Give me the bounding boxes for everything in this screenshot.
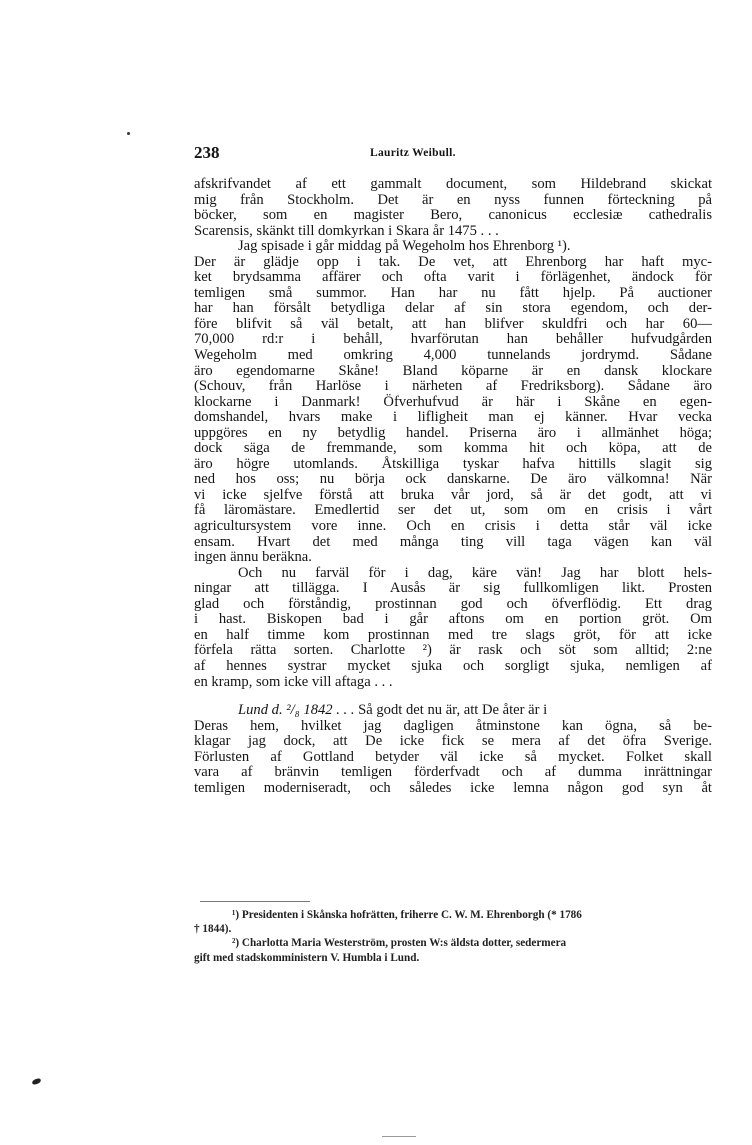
text-line: förfela rätta sorten. Charlotte ²) är rask och söt som alltid; 2:ne: [194, 642, 712, 659]
text-line: en kramp, som icke vill aftaga . . .: [194, 673, 393, 690]
page-header: [194, 143, 712, 167]
text-line: äro egendomarne Skåne! Bland köparne är en dansk klockare: [194, 362, 712, 379]
bottom-mark: [382, 1136, 416, 1137]
text-line: ned hos oss; nu börja ock danskarne. De äro välkomna! När: [194, 471, 712, 488]
text-line: få läromästare. Emedlertid ser det ut, som om en crisis i vårt: [194, 502, 712, 519]
footnotes: [194, 908, 712, 965]
text-line: före blifvit så väl betalt, att han blifver skuldfri och har 60—: [194, 315, 712, 332]
text-line: en half timme kom prostinnan med tre slags gröt, för att icke: [194, 626, 712, 643]
text-line: agricultursystem vore inne. Och en crisis i detta står väl icke: [194, 518, 712, 535]
text-line: 70,000 rd:r i behåll, hvarförutan han behåller hufvudgården: [194, 331, 712, 348]
text-line: böcker, som en magister Bero, canonicus ecclesiæ cathedralis: [194, 207, 712, 224]
text-line: Wegeholm med omkring 4,000 tunnelands jordrymd. Sådane: [194, 347, 712, 364]
text-line: Der är glädje opp i tak. De vet, att Ehrenborg har haft myc-: [194, 253, 712, 270]
text-line: ket brydsamma affärer och ofta varit i förlägenhet, ändock för: [194, 269, 712, 286]
text-line: ningar att tillägga. I Ausås är sig fullkomligen likt. Prosten: [194, 580, 712, 597]
text-line: temligen moderniseradt, och således icke lemna någon god syn åt: [194, 779, 712, 796]
text-line: domshandel, hvars make i lifligheit man ej känner. Hvar vecka: [194, 409, 712, 426]
text-line: dock säga de fremmande, som komma hit och köpa, att de: [194, 440, 712, 457]
text-line: vara af bränvin temligen förderfvadt och af dumma inrättningar: [194, 764, 712, 781]
text-line: temligen små summor. Han har nu fått hjelp. På auctioner: [194, 284, 712, 301]
text-line: i hast. Biskopen bad i går aftons om en portion gröt. Om: [194, 611, 712, 628]
letter-dateline: Lund d. ²/₈ 1842 . . .: [238, 702, 355, 719]
text-line: äro högre utomlands. Åtskilliga tyskar hafva hittills slagit sig: [194, 455, 712, 472]
footnote-line: ¹) Presidenten i Skånska hofrätten, friherre C. W. M. Ehrenborgh (* 1786: [232, 909, 582, 921]
footnote-line: ²) Charlotta Maria Westerström, prosten W:s äldsta dotter, sedermera: [232, 937, 567, 950]
text-line: klockarne i Danmark! Öfverhufvud är här i Skåne en egen-: [194, 393, 712, 410]
text-line: glad och förståndig, prostinnan god och öfverflödig. Ett drag: [194, 595, 712, 612]
text-line: har han försålt betydliga delar af sin stora egendom, och der-: [194, 300, 712, 317]
ink-smudge: [31, 1078, 41, 1086]
text-line: af hennes systrar mycket sjuka och sorgligt sjuka, nemligen af: [194, 657, 712, 674]
footnote-line: † 1844).: [194, 923, 232, 936]
text-line: ingen ännu beräkna.: [194, 549, 312, 566]
text-line: Så godt det nu är, att De åter är i: [354, 702, 548, 719]
text-line: ensam. Hvart det med många ting vill taga vägen kan väl: [194, 533, 712, 550]
text-line: Deras hem, hvilket jag dagligen åtminstone kan ögna, så be-: [194, 717, 712, 734]
running-head: Lauritz Weibull.: [370, 147, 456, 159]
footnote-divider: [200, 901, 310, 902]
text-line: klagar jag dock, att De icke fick se mera af det öfra Sverige.: [194, 733, 712, 750]
text-line: mig från Stockholm. Det är en nyss funnen förteckning på: [194, 191, 712, 208]
footnote-line: gift med stadskomministern V. Humbla i Lund.: [194, 951, 420, 964]
text-line: afskrifvandet af ett gammalt document, som Hildebrand skickat: [194, 176, 712, 192]
text-line: Jag spisade i går middag på Wegeholm hos Ehrenborg ¹).: [238, 238, 571, 255]
ink-speck: [127, 132, 130, 135]
text-line: Förlusten af Gottland betyder väl icke så mycket. Folket skall: [194, 748, 712, 765]
page-number: 238: [194, 143, 220, 162]
body-text: [194, 177, 712, 796]
text-line: Scarensis, skänkt till domkyrkan i Skara år 1475 . . .: [194, 222, 499, 239]
text-line: vi icke sjelfve förstå att bruka vår jord, så är det godt, att vi: [194, 486, 712, 503]
text-line: Och nu farväl för i dag, käre vän! Jag har blott hels-: [238, 564, 712, 581]
text-line: (Schouv, från Harlöse i närheten af Fredriksborg). Sådane äro: [194, 378, 712, 395]
dated-letter-line: [194, 703, 712, 719]
text-line: uppgöres en ny betydlig handel. Priserna äro i allmänhet höga;: [194, 424, 712, 441]
